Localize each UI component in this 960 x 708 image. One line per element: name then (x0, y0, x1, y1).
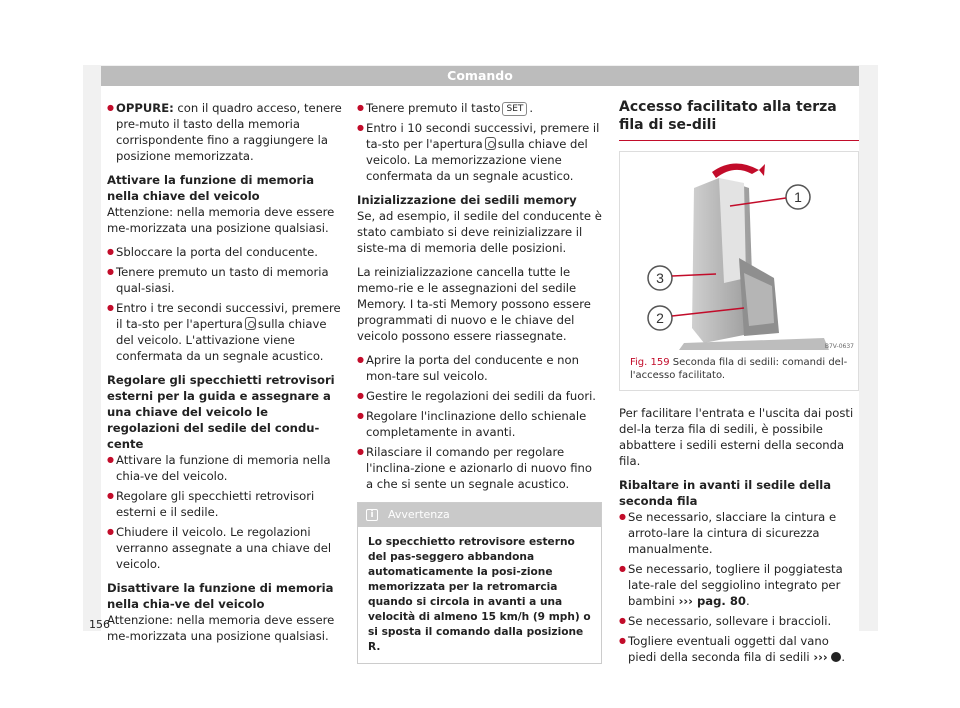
column-right (619, 98, 859, 669)
list-item: ● OPPURE: con il quadro acceso, tenere pre-muto il tasto della memoria corrispondente fino a raggiungere la posizione memorizzata. (107, 100, 342, 164)
warning-ref-link[interactable]: ››› (813, 650, 828, 664)
callout-2-label: 2 (656, 310, 664, 326)
list-item: ● Sbloccare la porta del conducente. (107, 244, 342, 260)
list-item: ● Togliere eventuali oggetti dal vano piedi della seconda fila di sedili ››› . (619, 633, 859, 665)
warning-header (358, 503, 601, 527)
heading-fold-seat: Ribaltare in avanti il sedile della seconda fila (619, 478, 832, 508)
list-item: ● Se necessario, togliere il poggiatesta late-rale del seggiolino integrato per bambini ››› pag. 80. (619, 561, 859, 609)
heading-mirrors: Regolare gli specchietti retrovisori esterni per la guida e assegnare a una chiave del veicolo le regolazioni del sedile del condu-cente (107, 373, 335, 451)
paragraph: Attenzione: nella memoria deve essere me-morizzata una posizione qualsiasi. (107, 613, 335, 643)
warning-text: Lo specchietto retrovisore esterno del pas-seggero abbandona automaticamente la posi-zione memorizzata per la retromarcia quando si circola in avanti a una velocità di almeno 15 km/h (9 mph) o si sposta il comando dalla posizione R. (368, 536, 591, 653)
page-body (101, 86, 859, 664)
warning-title: Avvertenza (388, 508, 450, 521)
list-item: ● Tenere premuto il tasto SET . (357, 100, 602, 116)
unlock-key-icon (485, 137, 496, 150)
list-item: ● Regolare gli specchietti retrovisori esterni e il sedile. (107, 488, 342, 520)
paragraph: Attenzione: nella memoria deve essere me-morizzata una posizione qualsiasi. (107, 205, 335, 235)
column-left (107, 100, 342, 652)
page-ref-link[interactable]: ››› pag. 80 (678, 594, 746, 608)
list-item: ● Attivare la funzione di memoria nella chia-ve del veicolo. (107, 452, 342, 484)
page-number: 156 (89, 618, 110, 631)
figure (619, 151, 859, 391)
warning-circle-icon (831, 652, 841, 662)
heading-deactivate-memory: Disattivare la funzione di memoria nella chia-ve del veicolo (107, 581, 334, 611)
list-item: ● Se necessario, slacciare la cintura e arroto-lare la cintura di sicurezza manualmente. (619, 509, 859, 557)
list-item: ● Chiudere il veicolo. Le regolazioni verranno assegnate a una chiave del veicolo. (107, 524, 342, 572)
callout-1-label: 1 (794, 189, 802, 205)
paragraph: La reinizializzazione cancella tutte le memo-rie e le assegnazioni del sedile Memory. I ta-sti Memory possono essere programmati di nuovo e le chiave del veicolo possono essere riassegnate. (357, 265, 591, 343)
list-item: ● Entro i tre secondi successivi, premere il ta-sto per l'apertura sulla chiave del veicolo. L'attivazione viene confermata da un segnale acustico. (107, 300, 342, 364)
seat-controls-illustration (624, 158, 854, 350)
callout-3-label: 3 (656, 270, 664, 286)
list-item: ● Entro i 10 secondi successivi, premere il ta-sto per l'apertura sulla chiave del veicolo. La memorizzazione viene confermata da un segnale acustico. (357, 120, 602, 184)
list-item: ● Tenere premuto un tasto di memoria qual-siasi. (107, 264, 342, 296)
warning-box (357, 502, 602, 664)
info-icon: i (366, 509, 378, 521)
column-middle (357, 100, 602, 664)
list-item: ● Aprire la porta del conducente e non mon-tare sul veicolo. (357, 352, 602, 384)
figure-caption: Fig. 159 Seconda fila di sedili: comandi del-l'accesso facilitato. (630, 357, 848, 381)
set-key: SET (502, 102, 527, 116)
list-item: ● Gestire le regolazioni dei sedili da fuori. (357, 388, 602, 404)
list-item: ● Se necessario, sollevare i braccioli. (619, 613, 859, 629)
unlock-key-icon (245, 317, 256, 330)
section-title: Accesso facilitato alla terza fila di se-dili (619, 98, 859, 141)
list-item: ● Regolare l'inclinazione dello schienale completamente in avanti. (357, 408, 602, 440)
list-item: ● Rilasciare il comando per regolare l'inclina-zione e azionarlo di nuovo fino a che si sente un segnale acustico. (357, 444, 602, 492)
heading-activate-memory: Attivare la funzione di memoria nella chiave del veicolo (107, 173, 315, 203)
heading-init-memory: Inizializzazione dei sedili memory (357, 193, 577, 207)
paragraph: Per facilitare l'entrata e l'uscita dai posti del-la terza fila di sedili, è possibile abbattere i sedili esterni della seconda fila. (619, 406, 854, 468)
figure-code: B7V-0637 (824, 343, 854, 350)
page-header: Comando (101, 66, 859, 86)
paragraph: Se, ad esempio, il sedile del conducente è stato cambiato si deve reinizializzare il siste-ma di memoria delle posizioni. (357, 209, 602, 255)
